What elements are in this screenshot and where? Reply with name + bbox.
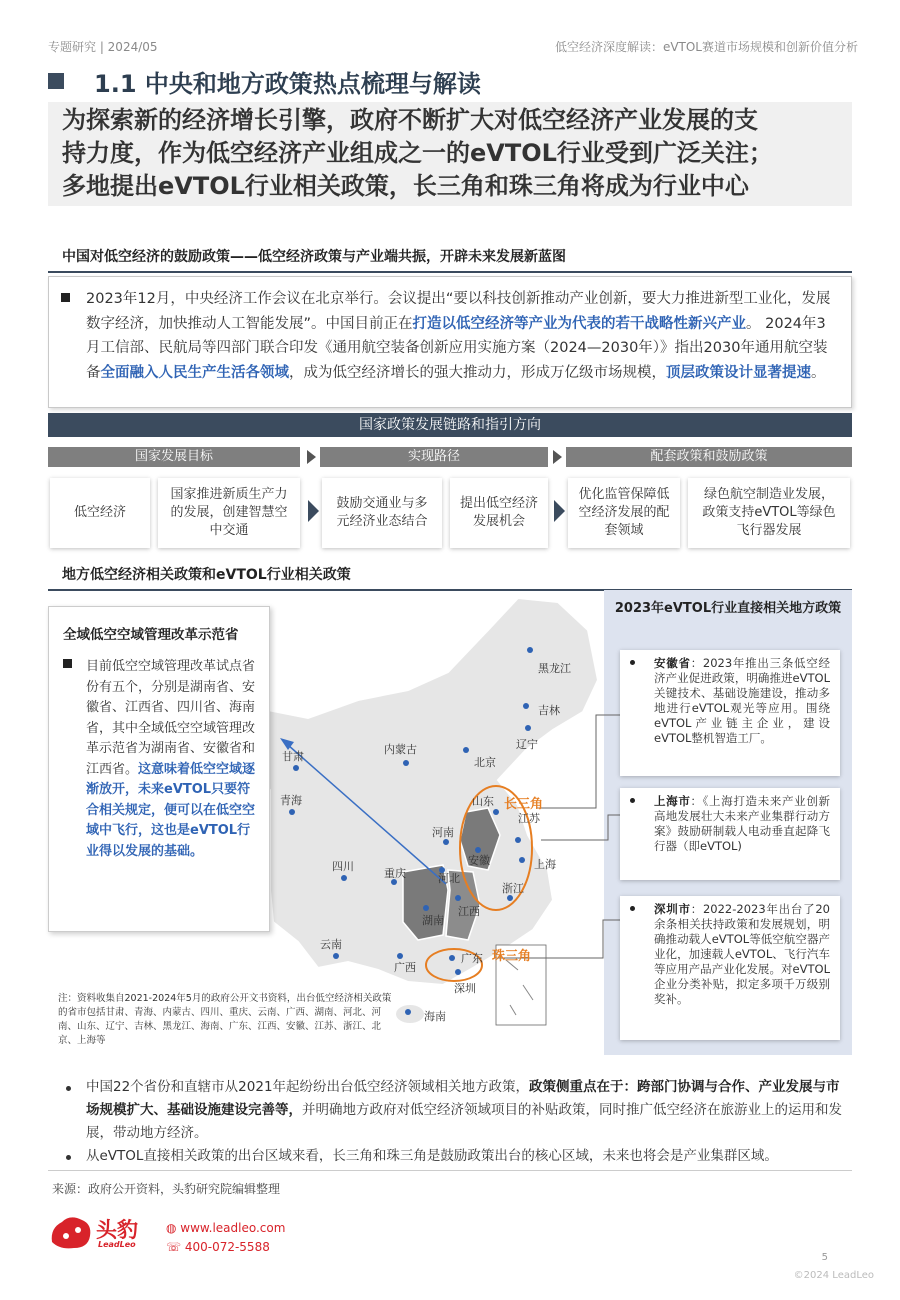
chain-card: 优化监管保障低空经济发展的配套领域 bbox=[568, 478, 680, 548]
map-note: 注：资料收集自2021-2024年5月的政府公开文书资料，出台低空经济相关政策的省市包括甘肃、青海、内蒙古、四川、重庆、云南、广西、湖南、河北、河南、山东、辽宁、吉林、黑龙江、海南、广东、江西、安徽、江苏、浙江、北京、上海等 bbox=[58, 993, 392, 1046]
globe-icon: ◍ bbox=[166, 1221, 181, 1235]
chain-arrow-icon bbox=[554, 500, 565, 522]
map-marker bbox=[527, 647, 533, 653]
map-label: 甘肃 bbox=[282, 750, 304, 763]
phone-icon: ☏ bbox=[166, 1240, 185, 1254]
map-marker bbox=[289, 809, 295, 815]
map-marker bbox=[525, 725, 531, 731]
bullet-icon bbox=[630, 906, 635, 911]
province-name: 上海市 bbox=[654, 794, 691, 808]
summary-list bbox=[60, 1076, 850, 1168]
chain-header-goal: 国家发展目标 bbox=[48, 447, 300, 467]
national-policy-box bbox=[48, 276, 852, 408]
chain-header-support: 配套政策和鼓励政策 bbox=[566, 447, 852, 467]
national-policy-heading: 中国对低空经济的鼓励政策——低空经济政策与产业端共振，开辟未来发展新蓝图 bbox=[48, 246, 852, 273]
map-marker bbox=[493, 809, 499, 815]
section-title bbox=[48, 66, 481, 96]
divider bbox=[48, 1170, 852, 1171]
demo-province-text: 目前低空空域管理改革试点省份有五个，分别是湖南省、安徽省、江西省、四川省、海南省，其中全域低空空域管理改革示范省为湖南省、安徽省和江西省。这意味着低空空域逐渐放开，未来eVTOL只要符合相关规定，便可以在低空空域中飞行，这也是eVTOL行业得以发展的基础。 bbox=[86, 659, 256, 859]
section-title-text: 1.1 中央和地方政策热点梳理与解读 bbox=[94, 69, 481, 98]
phone-number: ☏ 400-072-5588 bbox=[166, 1240, 270, 1254]
map-marker bbox=[397, 953, 403, 959]
bullet-icon bbox=[61, 293, 70, 302]
pearl-delta-label: 珠三角 bbox=[492, 949, 532, 964]
map-label: 四川 bbox=[332, 860, 354, 873]
direct-policy-title: 2023年eVTOL行业直接相关地方政策 bbox=[614, 601, 842, 616]
map-marker bbox=[515, 837, 521, 843]
map-marker bbox=[403, 760, 409, 766]
map-label: 浙江 bbox=[502, 882, 524, 895]
summary-item: 中国22个省份和直辖市从2021年起纷纷出台低空经济领域相关地方政策，政策侧重点在于：跨部门协调与合作、产业发展与市场规模扩大、基础设施建设完善等，并明确地方政府对低空经济领域项目的补贴政策，同时推广低空经济在旅游业上的运用和发展，带动地方经济。 bbox=[60, 1076, 850, 1145]
headline-line: 为探索新的经济增长引擎，政府不断扩大对低空经济产业发展的支 bbox=[62, 106, 758, 134]
map-label: 河北 bbox=[438, 872, 460, 885]
page-number: 5 bbox=[821, 1252, 828, 1263]
chain-card: 鼓励交通业与多元经济业态结合 bbox=[322, 478, 442, 548]
map-label: 北京 bbox=[474, 756, 496, 769]
map-marker bbox=[341, 875, 347, 881]
map-marker bbox=[463, 747, 469, 753]
map-marker bbox=[455, 895, 461, 901]
map-label: 青海 bbox=[280, 794, 302, 807]
national-policy-text: 2023年12月，中央经济工作会议在北京举行。会议提出“要以科技创新推动产业创新，要大力推进新型工业化，发展数字经济，加快推动人工智能发展”。中国目前正在打造以低空经济等产业为代表的若干战略性新兴产业。 2024年3月工信部、民航局等四部门联合印发《通用航空装备创新应用实施方案（2024—2030年）》指出2030年通用航空装备全面融入人民生产生活各领域，成为低空经济增长的强大推动力，形成万亿级市场规模，顶层政策设计显著提速。 bbox=[86, 291, 831, 381]
chain-card: 绿色航空制造业发展，政策支持eVTOL等绿色飞行器发展 bbox=[688, 478, 850, 548]
map-label: 广东 bbox=[461, 952, 483, 965]
chain-arrow-icon bbox=[308, 500, 319, 522]
bullet-icon bbox=[66, 1086, 71, 1091]
map-label: 海南 bbox=[424, 1010, 446, 1023]
map-label: 黑龙江 bbox=[538, 662, 571, 675]
policy-chain-title: 国家政策发展链路和指引方向 bbox=[48, 413, 852, 437]
headline-box bbox=[48, 102, 852, 206]
headline-line: 多地提出eVTOL行业相关政策，长三角和珠三角将成为行业中心 bbox=[62, 172, 749, 200]
bullet-icon bbox=[630, 660, 635, 665]
map-label: 山东 bbox=[472, 795, 494, 808]
province-policy: ：2023年推出三条低空经济产业促进政策，明确推进eVTOL关键技术、基础设施建设，推动多地进行eVTOL观光等应用。围绕eVTOL产业链主企业，建设eVTOL整机智造工厂。 bbox=[654, 656, 831, 745]
summary-item: 从eVTOL直接相关政策的出台区域来看，长三角和珠三角是鼓励政策出台的核心区域，未来也将会是产业集群区域。 bbox=[60, 1145, 850, 1168]
demo-province-card bbox=[48, 606, 270, 932]
province-name: 安徽省 bbox=[654, 656, 691, 670]
headline-line: 持力度，作为低空经济产业组成之一的eVTOL行业受到广泛关注； bbox=[62, 139, 773, 167]
chain-card: 国家推进新质生产力的发展，创建智慧空中交通 bbox=[158, 478, 300, 548]
map-marker bbox=[507, 895, 513, 901]
map-label: 云南 bbox=[320, 938, 342, 951]
province-policy: ：《上海打造未来产业创新高地发展壮大未来产业集群行动方案》鼓励研制载人电动垂直起降飞行器（即eVTOL) bbox=[654, 794, 831, 853]
map-label: 江苏 bbox=[518, 812, 540, 825]
map-label: 重庆 bbox=[384, 867, 406, 880]
website-link[interactable]: ◍ www.leadleo.com bbox=[166, 1221, 286, 1235]
demo-province-title: 全域低空空域管理改革示范省 bbox=[63, 627, 239, 643]
map-marker bbox=[455, 969, 461, 975]
map-marker bbox=[449, 955, 455, 961]
chain-card: 提出低空经济发展机会 bbox=[450, 478, 548, 548]
local-policy-heading: 地方低空经济相关政策和eVTOL行业相关政策 bbox=[48, 564, 852, 591]
map-label: 安徽 bbox=[468, 854, 490, 867]
map-label: 广西 bbox=[394, 961, 416, 974]
map-marker bbox=[443, 839, 449, 845]
connector-line bbox=[541, 815, 620, 840]
report-type-date: 专题研究 | 2024/05 bbox=[48, 40, 158, 54]
map-label: 内蒙古 bbox=[384, 743, 417, 756]
copyright: ©2024 LeadLeo bbox=[793, 1270, 874, 1281]
province-name: 深圳市 bbox=[654, 902, 691, 916]
province-card-anhui bbox=[620, 650, 840, 776]
map-label: 湖南 bbox=[422, 914, 444, 927]
bullet-icon bbox=[63, 659, 72, 668]
brand-logo-text: 头豹 bbox=[96, 1218, 138, 1242]
map-marker bbox=[333, 953, 339, 959]
map-label: 深圳 bbox=[454, 982, 476, 995]
map-marker bbox=[423, 905, 429, 911]
leadleo-logo-icon bbox=[48, 1212, 94, 1252]
map-label: 江西 bbox=[458, 905, 480, 918]
section-square-icon bbox=[48, 73, 64, 89]
bullet-icon bbox=[630, 798, 635, 803]
map-label: 河南 bbox=[432, 826, 454, 839]
report-title: 低空经济深度解读：eVTOL赛道市场规模和创新价值分析 bbox=[554, 40, 858, 54]
map-marker bbox=[519, 857, 525, 863]
map-marker bbox=[405, 1009, 411, 1015]
chain-card: 低空经济 bbox=[50, 478, 150, 548]
map-label: 上海 bbox=[534, 858, 556, 871]
brand-logo-sub: LeadLeo bbox=[98, 1240, 136, 1249]
chain-arrow-icon bbox=[307, 450, 316, 464]
province-card-shenzhen bbox=[620, 896, 840, 1040]
province-card-shanghai bbox=[620, 788, 840, 880]
map-marker bbox=[523, 703, 529, 709]
map-marker bbox=[475, 847, 481, 853]
bullet-icon bbox=[66, 1155, 71, 1160]
chain-arrow-icon bbox=[553, 450, 562, 464]
map-label: 吉林 bbox=[538, 704, 560, 717]
map-marker bbox=[293, 765, 299, 771]
source-note: 来源：政府公开资料，头豹研究院编辑整理 bbox=[52, 1182, 281, 1196]
chain-header-path: 实现路径 bbox=[320, 447, 548, 467]
map-label: 辽宁 bbox=[516, 738, 538, 751]
province-policy: ：2022-2023年出台了20余条相关扶持政策和发展规划，明确推动载人eVTOL等低空航空器产业化，加速载人eVTOL、飞行汽车等应用产品产业化发展。对eVTOL企业分类补贴，拟定多项千万级别奖补。 bbox=[654, 902, 830, 1006]
yangtze-delta-label: 长三角 bbox=[504, 797, 544, 812]
